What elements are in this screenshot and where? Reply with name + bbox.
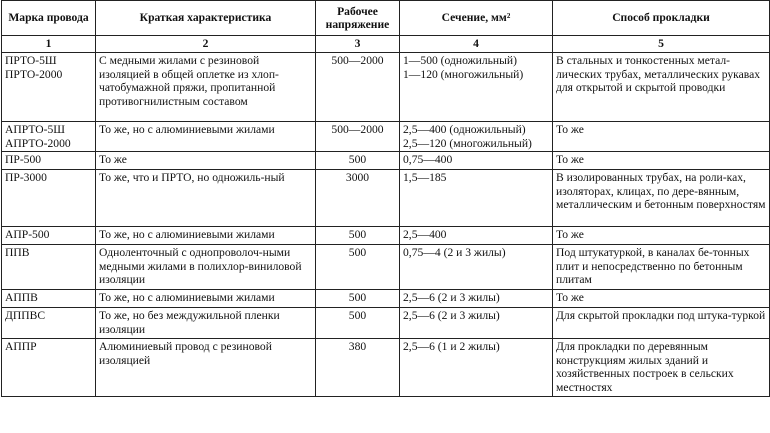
cell-characteristic: Одноленточный с однопроволоч-ными медными жилами в полихлор-виниловой изоляции [96, 245, 316, 290]
cell-voltage: 500 [316, 227, 400, 245]
cell-characteristic: То же, но с алюминиевыми жилами [96, 290, 316, 308]
cell-brand: АППР [2, 339, 96, 397]
header-section: Сечение, мм² [400, 1, 553, 36]
header-characteristic: Краткая характеристика [96, 1, 316, 36]
cell-method: То же [553, 290, 770, 308]
cell-characteristic: То же [96, 152, 316, 170]
table-row [2, 339, 770, 397]
cell-method: Для скрытой прокладки под штука-туркой [553, 308, 770, 339]
column-number: 5 [553, 36, 770, 53]
cell-method: То же [553, 122, 770, 152]
cell-section: 1—500 (одножильный) 1—120 (многожильный) [400, 53, 553, 122]
cell-section: 2,5—6 (2 и 3 жилы) [400, 308, 553, 339]
cell-voltage: 500—2000 [316, 53, 400, 122]
cell-brand: АППВ [2, 290, 96, 308]
cell-section: 0,75—4 (2 и 3 жилы) [400, 245, 553, 290]
cell-method: Под штукатуркой, в каналах бе-тонных плит и непосредственно по бетонным плитам [553, 245, 770, 290]
cell-method: В изолированных трубах, на роли-ках, изоляторах, клицах, по дере-вянным, металлическим и бетонным поверхностям [553, 170, 770, 227]
cell-section: 2,5—6 (1 и 2 жилы) [400, 339, 553, 397]
header-method: Способ прокладки [553, 1, 770, 36]
column-number: 2 [96, 36, 316, 53]
table-row [2, 152, 770, 170]
column-number: 3 [316, 36, 400, 53]
wire-specs-table [1, 0, 770, 397]
cell-characteristic: То же, но с алюминиевыми жилами [96, 227, 316, 245]
table-row [2, 308, 770, 339]
table-row [2, 227, 770, 245]
cell-voltage: 500 [316, 245, 400, 290]
header-row [2, 1, 770, 36]
header-voltage: Рабочее напряжение [316, 1, 400, 36]
table-row [2, 245, 770, 290]
cell-brand: ПРТО-5Ш ПРТО-2000 [2, 53, 96, 122]
cell-characteristic: Алюминиевый провод с резиновой изоляцией [96, 339, 316, 397]
cell-voltage: 500 [316, 152, 400, 170]
header-brand: Марка провода [2, 1, 96, 36]
column-number-row [2, 36, 770, 53]
cell-characteristic: То же, что и ПРТО, но одножиль-ный [96, 170, 316, 227]
table-row [2, 122, 770, 152]
cell-voltage: 500 [316, 290, 400, 308]
table-row [2, 290, 770, 308]
cell-characteristic: То же, но без междужильной пленки изоляции [96, 308, 316, 339]
column-number: 1 [2, 36, 96, 53]
cell-brand: АПРТО-5Ш АПРТО-2000 [2, 122, 96, 152]
cell-brand: ПР-3000 [2, 170, 96, 227]
cell-section: 1,5—185 [400, 170, 553, 227]
cell-characteristic: То же, но с алюминиевыми жилами [96, 122, 316, 152]
cell-voltage: 3000 [316, 170, 400, 227]
cell-method: В стальных и тонкостенных метал-лических трубах, металлических рукавах для открытой и скрытой проводки [553, 53, 770, 122]
cell-section: 0,75—400 [400, 152, 553, 170]
cell-method: Для прокладки по деревянным конструкциям жилых зданий и хозяйственных построек в сельских местностях [553, 339, 770, 397]
cell-section: 2,5—400 (одножильный) 2,5—120 (многожильный) [400, 122, 553, 152]
cell-voltage: 380 [316, 339, 400, 397]
cell-brand: ДППВС [2, 308, 96, 339]
column-number: 4 [400, 36, 553, 53]
table-row [2, 53, 770, 122]
cell-brand: ППВ [2, 245, 96, 290]
cell-method: То же [553, 152, 770, 170]
cell-method: То же [553, 227, 770, 245]
cell-characteristic: С медными жилами с резиновой изоляцией в общей оплетке из хлоп-чатобумажной пряжи, пропитанной противогнилистным составом [96, 53, 316, 122]
cell-brand: ПР-500 [2, 152, 96, 170]
cell-brand: АПР-500 [2, 227, 96, 245]
cell-section: 2,5—400 [400, 227, 553, 245]
cell-voltage: 500—2000 [316, 122, 400, 152]
table-row [2, 170, 770, 227]
cell-voltage: 500 [316, 308, 400, 339]
cell-section: 2,5—6 (2 и 3 жилы) [400, 290, 553, 308]
